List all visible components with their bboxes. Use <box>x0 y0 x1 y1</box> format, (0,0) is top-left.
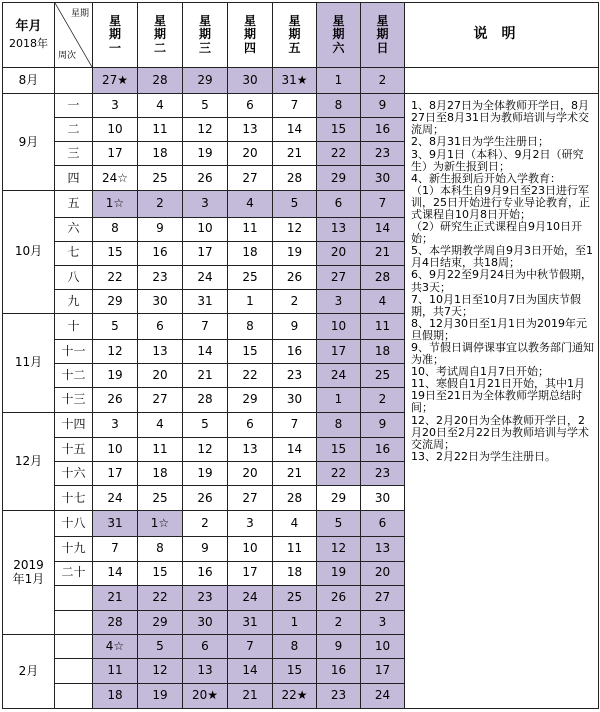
date-cell: 9 <box>138 217 183 241</box>
date-cell: 8 <box>138 537 183 561</box>
date-cell: 26 <box>183 486 228 511</box>
week-number-cell: 十三 <box>55 387 93 412</box>
date-cell: 15 <box>138 561 183 585</box>
week-number-cell: 二 <box>55 118 93 142</box>
day-header-thu <box>228 3 273 68</box>
date-cell: 14 <box>183 339 228 363</box>
date-cell: 27 <box>361 585 405 610</box>
day-header-wed <box>183 3 228 68</box>
week-number-cell: 十九 <box>55 537 93 561</box>
week-number-cell: 十六 <box>55 462 93 486</box>
date-cell: 31 <box>183 289 228 313</box>
day-header-sun <box>361 3 405 68</box>
date-cell: 24 <box>93 486 138 511</box>
date-cell: 6 <box>183 634 228 658</box>
date-cell: 23 <box>273 363 317 387</box>
date-cell: 2 <box>138 191 183 217</box>
date-cell: 28 <box>273 166 317 191</box>
day-header-char: 五 <box>288 40 301 55</box>
date-cell: 28 <box>93 610 138 634</box>
date-cell: 20 <box>138 363 183 387</box>
date-cell: 22★ <box>273 683 317 708</box>
day-header-char: 日 <box>376 40 389 55</box>
day-header-char: 期 <box>288 27 301 42</box>
date-cell: 30 <box>228 68 273 94</box>
date-cell: 16 <box>183 561 228 585</box>
date-cell: 16 <box>317 658 361 683</box>
date-cell: 16 <box>361 118 405 142</box>
date-cell: 10 <box>93 438 138 462</box>
date-cell: 11 <box>138 118 183 142</box>
date-cell: 12 <box>183 438 228 462</box>
date-cell: 7 <box>273 413 317 438</box>
date-cell: 4 <box>138 94 183 118</box>
date-cell: 11 <box>273 537 317 561</box>
note-item: 8、12月30日至1月1日为2019年元旦假期； <box>411 316 587 342</box>
date-cell: 8 <box>228 313 273 339</box>
date-cell: 12 <box>183 118 228 142</box>
note-item: 13、2月22日为学生注册日。 <box>411 449 556 463</box>
date-cell: 25 <box>273 585 317 610</box>
date-cell: 3 <box>317 289 361 313</box>
date-cell: 23 <box>317 683 361 708</box>
date-cell: 3 <box>93 94 138 118</box>
date-cell: 21 <box>273 462 317 486</box>
week-number-cell <box>55 683 93 708</box>
date-cell: 13 <box>228 118 273 142</box>
date-cell: 13 <box>138 339 183 363</box>
day-header-sat <box>317 3 361 68</box>
date-cell: 30 <box>273 387 317 412</box>
month-cell: 11月 <box>3 313 55 412</box>
note-item: （1）本科生自9月9日至23日进行军训，25日开始进行专业导论教育，正式课程自10月8日开始； <box>411 183 590 221</box>
date-cell: 22 <box>138 585 183 610</box>
year-label: 2019 <box>13 558 44 573</box>
date-cell: 23 <box>361 462 405 486</box>
month-cell: 12月 <box>3 413 55 511</box>
date-cell: 16 <box>361 438 405 462</box>
date-cell: 24☆ <box>93 166 138 191</box>
date-cell: 4 <box>228 191 273 217</box>
date-cell: 4 <box>361 289 405 313</box>
date-cell: 16 <box>138 241 183 265</box>
date-cell: 19 <box>138 683 183 708</box>
date-cell: 25 <box>138 486 183 511</box>
date-cell: 5 <box>317 511 361 537</box>
date-cell: 9 <box>361 413 405 438</box>
date-cell: 14 <box>273 118 317 142</box>
school-calendar-table <box>2 2 599 709</box>
week-number-header <box>55 3 93 68</box>
date-cell: 29 <box>317 166 361 191</box>
date-cell: 20 <box>317 241 361 265</box>
date-cell: 5 <box>183 413 228 438</box>
week-number-cell: 六 <box>55 217 93 241</box>
date-cell: 14 <box>228 658 273 683</box>
day-header-char: 期 <box>153 27 166 42</box>
date-cell: 7 <box>183 313 228 339</box>
week-number-cell <box>55 585 93 610</box>
date-cell: 19 <box>183 142 228 166</box>
date-cell: 25 <box>228 265 273 289</box>
note-item: 6、9月22至9月24日为中秋节假期，共3天； <box>411 268 592 294</box>
date-cell: 20 <box>228 462 273 486</box>
date-cell: 17 <box>228 561 273 585</box>
date-cell: 13 <box>228 438 273 462</box>
date-cell: 23 <box>361 142 405 166</box>
date-cell: 5 <box>273 191 317 217</box>
date-cell: 6 <box>228 94 273 118</box>
week-number-cell: 十八 <box>55 511 93 537</box>
date-cell: 28 <box>273 486 317 511</box>
date-cell: 28 <box>183 387 228 412</box>
note-item: 1、8月27日为全体教师开学日，8月27日至8月31日为教师培训与学术交流周； <box>411 99 589 137</box>
date-cell: 15 <box>317 118 361 142</box>
date-cell: 15 <box>317 438 361 462</box>
week-number-cell: 十四 <box>55 413 93 438</box>
date-cell: 19 <box>93 363 138 387</box>
month-cell: 9月 <box>3 94 55 191</box>
date-cell: 14 <box>93 561 138 585</box>
day-header-char: 星 <box>332 14 345 29</box>
date-cell: 23 <box>138 265 183 289</box>
day-header-char: 星 <box>376 14 389 29</box>
date-cell: 1 <box>228 289 273 313</box>
weekday-corner-label: 星期 <box>70 9 89 19</box>
date-cell: 4 <box>138 413 183 438</box>
date-cell: 4 <box>273 511 317 537</box>
date-cell: 27 <box>228 166 273 191</box>
date-cell: 7 <box>228 634 273 658</box>
date-cell: 10 <box>93 118 138 142</box>
date-cell: 4☆ <box>93 634 138 658</box>
month-cell: 8月 <box>3 68 55 94</box>
date-cell: 7 <box>361 191 405 217</box>
date-cell: 12 <box>138 658 183 683</box>
date-cell: 10 <box>361 634 405 658</box>
date-cell: 21 <box>93 585 138 610</box>
date-cell: 17 <box>183 241 228 265</box>
week-number-cell: 十二 <box>55 363 93 387</box>
date-cell: 3 <box>93 413 138 438</box>
week-number-cell <box>55 634 93 658</box>
date-cell: 9 <box>273 313 317 339</box>
week-number-cell: 一 <box>55 94 93 118</box>
date-cell: 21 <box>361 241 405 265</box>
day-header-char: 期 <box>332 27 345 42</box>
date-cell: 25 <box>361 363 405 387</box>
date-cell: 29 <box>138 610 183 634</box>
date-cell: 22 <box>317 462 361 486</box>
date-cell: 1☆ <box>93 191 138 217</box>
week-number-cell: 十一 <box>55 339 93 363</box>
week-number-cell: 三 <box>55 142 93 166</box>
date-cell: 11 <box>228 217 273 241</box>
week-number-cell: 八 <box>55 265 93 289</box>
date-cell: 18 <box>93 683 138 708</box>
date-cell: 11 <box>93 658 138 683</box>
notes-blank-cell <box>405 68 599 94</box>
week-row <box>3 68 599 94</box>
date-cell: 24 <box>361 683 405 708</box>
date-cell: 27 <box>317 265 361 289</box>
year-month-header <box>3 3 55 68</box>
day-header-char: 星 <box>288 14 301 29</box>
date-cell: 24 <box>183 265 228 289</box>
year-label: 2018年 <box>9 36 48 50</box>
date-cell: 26 <box>183 166 228 191</box>
week-number-cell: 十 <box>55 313 93 339</box>
date-cell: 9 <box>361 94 405 118</box>
date-cell: 17 <box>317 339 361 363</box>
date-cell: 29 <box>93 289 138 313</box>
note-item: （2）研究生正式课程自9月10日开始； <box>411 220 582 246</box>
date-cell: 20 <box>228 142 273 166</box>
day-header-mon <box>93 3 138 68</box>
note-item: 12、2月20日为全体教师开学日，2月20日至2月22日为教师培训与学术交流周； <box>411 413 589 451</box>
date-cell: 27 <box>228 486 273 511</box>
date-cell: 17 <box>93 142 138 166</box>
day-header-char: 星 <box>108 14 121 29</box>
date-cell: 12 <box>93 339 138 363</box>
date-cell: 5 <box>138 634 183 658</box>
date-cell: 27★ <box>93 68 138 94</box>
date-cell: 13 <box>183 658 228 683</box>
date-cell: 26 <box>273 265 317 289</box>
date-cell: 11 <box>138 438 183 462</box>
date-cell: 8 <box>273 634 317 658</box>
day-header-char: 期 <box>243 27 256 42</box>
date-cell: 2 <box>183 511 228 537</box>
day-header-char: 二 <box>153 40 166 55</box>
day-header-char: 星 <box>243 14 256 29</box>
day-header-char: 星 <box>153 14 166 29</box>
date-cell: 18 <box>273 561 317 585</box>
date-cell: 20 <box>361 561 405 585</box>
date-cell: 22 <box>228 363 273 387</box>
date-cell: 29 <box>183 68 228 94</box>
note-item: 9、节假日调停课事宜以教务部门通知为准； <box>411 341 594 367</box>
week-number-cell <box>55 610 93 634</box>
date-cell: 2 <box>361 68 405 94</box>
day-header-char: 四 <box>243 40 256 55</box>
date-cell: 30 <box>361 166 405 191</box>
date-cell: 30 <box>183 610 228 634</box>
date-cell: 14 <box>273 438 317 462</box>
day-header-char: 期 <box>108 27 121 42</box>
date-cell: 6 <box>138 313 183 339</box>
date-cell: 17 <box>361 658 405 683</box>
date-cell: 31 <box>228 610 273 634</box>
date-cell: 1 <box>317 68 361 94</box>
date-cell: 22 <box>93 265 138 289</box>
date-cell: 12 <box>317 537 361 561</box>
date-cell: 16 <box>273 339 317 363</box>
date-cell: 13 <box>317 217 361 241</box>
note-item: 3、9月1日（本科）、9月2日（研究生）为新生报到日； <box>411 147 584 173</box>
date-cell: 19 <box>183 462 228 486</box>
date-cell: 27 <box>138 387 183 412</box>
date-cell: 28 <box>138 68 183 94</box>
date-cell: 31★ <box>273 68 317 94</box>
date-cell: 12 <box>273 217 317 241</box>
header-row <box>3 3 599 68</box>
date-cell: 31 <box>93 511 138 537</box>
week-number-corner-label: 周次 <box>58 51 77 61</box>
date-cell: 10 <box>228 537 273 561</box>
date-cell: 24 <box>228 585 273 610</box>
note-item: 4、新生报到后开始入学教育： <box>411 171 561 185</box>
week-number-cell <box>55 658 93 683</box>
year-month-title: 年月 <box>15 19 42 35</box>
date-cell: 11 <box>361 313 405 339</box>
date-cell: 14 <box>361 217 405 241</box>
note-item: 7、10月1日至10月7日为国庆节假期，共7天； <box>411 292 581 318</box>
date-cell: 3 <box>361 610 405 634</box>
week-number-cell: 九 <box>55 289 93 313</box>
date-cell: 17 <box>93 462 138 486</box>
date-cell: 26 <box>93 387 138 412</box>
date-cell: 10 <box>183 217 228 241</box>
note-item: 5、本学期教学周自9月3日开始，至1月4日结束，共18周； <box>411 244 593 270</box>
date-cell: 2 <box>361 387 405 412</box>
date-cell: 1 <box>317 387 361 412</box>
date-cell: 9 <box>317 634 361 658</box>
date-cell: 8 <box>93 217 138 241</box>
day-header-char: 六 <box>332 40 345 55</box>
date-cell: 21 <box>228 683 273 708</box>
week-number-cell: 四 <box>55 166 93 191</box>
week-number-cell: 十七 <box>55 486 93 511</box>
day-header-char: 期 <box>376 27 389 42</box>
date-cell: 18 <box>138 142 183 166</box>
date-cell: 1 <box>273 610 317 634</box>
date-cell: 15 <box>93 241 138 265</box>
date-cell: 24 <box>317 363 361 387</box>
note-item: 2、8月31日为学生注册日； <box>411 135 549 149</box>
date-cell: 5 <box>93 313 138 339</box>
day-header-char: 三 <box>198 40 211 55</box>
date-cell: 13 <box>361 537 405 561</box>
week-number-cell <box>55 68 93 94</box>
day-header-char: 一 <box>108 40 121 55</box>
month-cell: 2月 <box>3 634 55 708</box>
date-cell: 29 <box>317 486 361 511</box>
date-cell: 25 <box>138 166 183 191</box>
date-cell: 15 <box>273 658 317 683</box>
day-header-char: 星 <box>198 14 211 29</box>
date-cell: 6 <box>317 191 361 217</box>
date-cell: 1☆ <box>138 511 183 537</box>
date-cell: 8 <box>317 94 361 118</box>
date-cell: 7 <box>93 537 138 561</box>
date-cell: 10 <box>317 313 361 339</box>
date-cell: 5 <box>183 94 228 118</box>
date-cell: 9 <box>183 537 228 561</box>
week-number-cell: 五 <box>55 191 93 217</box>
date-cell: 18 <box>361 339 405 363</box>
date-cell: 15 <box>228 339 273 363</box>
date-cell: 3 <box>228 511 273 537</box>
day-header-fri <box>273 3 317 68</box>
week-row <box>3 94 599 118</box>
date-cell: 6 <box>228 413 273 438</box>
day-header-tue <box>138 3 183 68</box>
date-cell: 8 <box>317 413 361 438</box>
week-number-cell: 七 <box>55 241 93 265</box>
notes-cell <box>405 94 599 709</box>
date-cell: 30 <box>361 486 405 511</box>
date-cell: 18 <box>138 462 183 486</box>
date-cell: 6 <box>361 511 405 537</box>
date-cell: 26 <box>317 585 361 610</box>
month-cell <box>3 511 55 634</box>
date-cell: 20★ <box>183 683 228 708</box>
date-cell: 18 <box>228 241 273 265</box>
week-number-cell: 二十 <box>55 561 93 585</box>
date-cell: 21 <box>183 363 228 387</box>
note-item: 10、考试周自1月7日开始； <box>411 365 549 379</box>
date-cell: 23 <box>183 585 228 610</box>
date-cell: 22 <box>317 142 361 166</box>
date-cell: 19 <box>317 561 361 585</box>
date-cell: 21 <box>273 142 317 166</box>
day-header-char: 期 <box>198 27 211 42</box>
date-cell: 3 <box>183 191 228 217</box>
date-cell: 30 <box>138 289 183 313</box>
date-cell: 29 <box>228 387 273 412</box>
date-cell: 2 <box>317 610 361 634</box>
week-number-cell: 十五 <box>55 438 93 462</box>
notes-header: 说明 <box>405 3 599 68</box>
month-label: 年1月 <box>12 571 45 586</box>
date-cell: 19 <box>273 241 317 265</box>
date-cell: 28 <box>361 265 405 289</box>
date-cell: 7 <box>273 94 317 118</box>
date-cell: 2 <box>273 289 317 313</box>
note-item: 11、寒假自1月21日开始，其中1月19日至21日为全体教师学期总结时间； <box>411 377 585 415</box>
month-cell: 10月 <box>3 191 55 313</box>
